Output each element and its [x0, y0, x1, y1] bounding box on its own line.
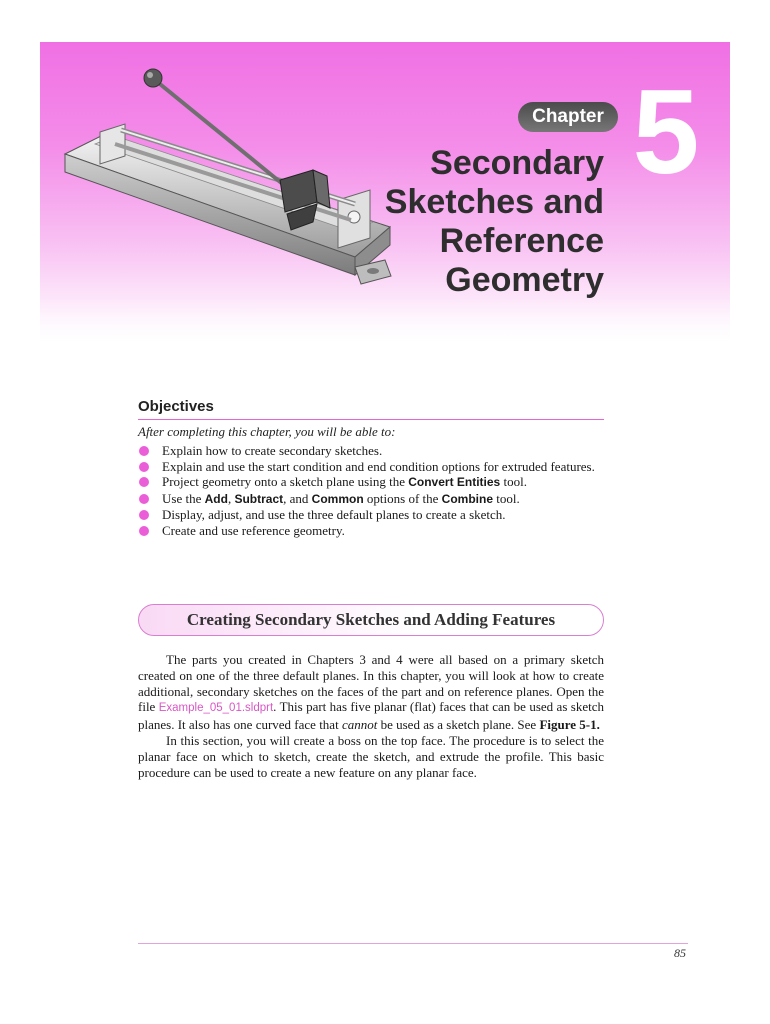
paragraph-text: The parts you created in Chapters 3 and 4 were all based on a primary sketch created on one of the three default planes. In this chapter, you will look at how to create additional, secondary sketches on the faces of the part and on reference planes. Open the file: [138, 652, 604, 715]
section-heading-box: [138, 604, 604, 636]
ui-term-combine: Combine: [441, 491, 493, 506]
banner-fade: [40, 300, 730, 360]
chapter-title-line: Sketches and: [384, 183, 604, 221]
bullet-icon: [139, 494, 149, 504]
bullet-icon: [139, 446, 149, 456]
figure-reference: Figure 5-1.: [539, 717, 600, 733]
chapter-title: [304, 144, 604, 300]
paragraph-text: be used as a sketch plane. See: [377, 717, 540, 733]
ui-term-convert-entities: Convert Entities: [408, 475, 501, 490]
objective-item: [138, 523, 606, 539]
objective-text: Create and use reference geometry.: [162, 522, 345, 538]
bullet-icon: [139, 526, 149, 536]
bullet-icon: [139, 477, 149, 487]
objective-text-sep: ,: [227, 490, 235, 506]
bullet-icon: [139, 462, 149, 472]
objective-text-mid: options of the: [363, 490, 442, 506]
objective-text: Project geometry onto a sketch plane using the: [162, 474, 409, 490]
objective-text: Explain how to create secondary sketches.: [162, 443, 383, 458]
paragraph: In this section, you will create a boss on the top face. The procedure is to select the planar face on which to sketch, create the sketch, and extrude the profile. This basic procedure can be used to create a new feature on any planar face.: [138, 732, 604, 780]
chapter-title-line: Reference: [439, 222, 604, 260]
ui-term-add: Add: [204, 491, 228, 506]
chapter-label: Chapter: [518, 102, 618, 132]
objective-item: [138, 491, 606, 508]
chapter-number: 5: [632, 65, 700, 199]
objective-text-suffix: tool.: [500, 474, 527, 490]
objective-text: Explain and use the start condition and end condition options for extruded features.: [162, 458, 595, 474]
bullet-icon: [139, 510, 149, 520]
ui-term-subtract: Subtract: [234, 491, 284, 506]
objectives-list: [138, 443, 606, 539]
objective-item: [138, 443, 606, 459]
objective-text: Use the: [162, 490, 205, 506]
section-title: Creating Secondary Sketches and Adding Features: [186, 610, 556, 629]
objective-text-suffix: tool.: [493, 490, 520, 506]
objective-text: Display, adjust, and use the three default planes to create a sketch.: [162, 507, 506, 523]
objective-item: [138, 507, 606, 523]
footer-divider: [138, 943, 688, 944]
objective-item: [138, 459, 606, 475]
paragraph-text: . This part has five planar (flat) faces that can be used as sketch planes. It also has one curved face that: [138, 699, 604, 733]
objective-item: [138, 474, 606, 491]
section-body: [138, 652, 604, 780]
objectives-intro: After completing this chapter, you will be able to:: [138, 424, 396, 439]
objective-text-sep: , and: [283, 490, 312, 506]
objectives-heading: Objectives: [138, 398, 214, 415]
file-link[interactable]: Example_05_01.sldprt: [158, 702, 274, 715]
emphasis-text: cannot: [341, 717, 378, 733]
chapter-title-line: Geometry: [445, 261, 604, 299]
page-number: 85: [674, 946, 686, 960]
ui-term-common: Common: [311, 491, 364, 506]
objectives-divider: [138, 419, 604, 420]
paragraph: [138, 652, 604, 733]
chapter-title-line: Secondary: [430, 144, 604, 182]
